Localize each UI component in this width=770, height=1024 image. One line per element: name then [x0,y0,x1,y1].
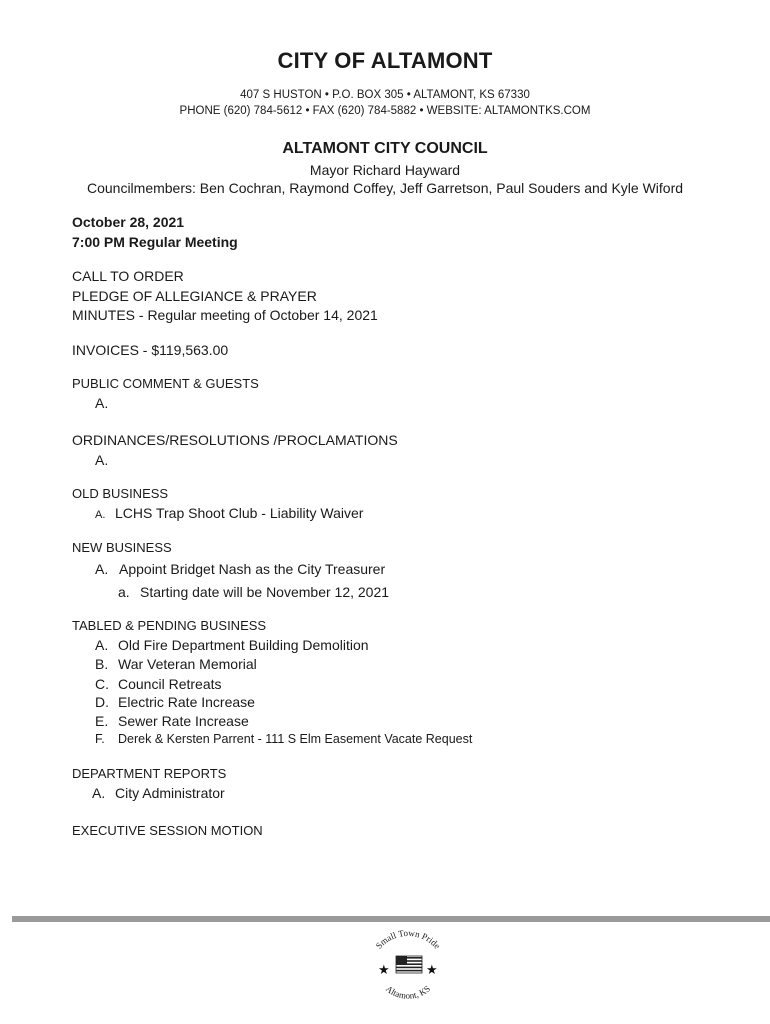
star-icon: ★ [426,962,438,977]
agenda-pledge: PLEDGE OF ALLEGIANCE & PRAYER [72,288,317,304]
council-name: ALTAMONT CITY COUNCIL [282,140,488,157]
meeting-date: October 28, 2021 [72,214,185,230]
item-text: Appoint Bridget Nash as the City Treasurer [119,561,386,577]
old-business-item [95,505,363,521]
executive-session: EXECUTIVE SESSION MOTION [72,823,263,838]
small-town-pride-seal [360,928,456,1008]
tabled-item [95,694,255,710]
ordinances-heading: ORDINANCES/RESOLUTIONS /PROCLAMATIONS [72,432,398,448]
tabled-heading: TABLED & PENDING BUSINESS [72,618,267,633]
item-label: E. [95,713,109,729]
item-label: B. [95,656,109,672]
tabled-item [95,637,369,653]
city-title: CITY OF ALTAMONT [277,48,493,73]
item-label: F. [95,732,105,746]
item-label: A. [95,637,109,653]
flag-icon [396,956,422,973]
department-reports-heading: DEPARTMENT REPORTS [72,766,227,781]
item-text: Electric Rate Increase [118,694,255,710]
mayor-line: Mayor Richard Hayward [309,162,461,178]
item-label: A. [92,785,106,801]
star-icon: ★ [378,962,390,977]
public-comment-item [95,395,115,411]
seal-bottom-text: Altamont, KS [383,983,433,1001]
item-label: C. [95,676,109,692]
item-text: Sewer Rate Increase [118,713,249,729]
item-text: War Veteran Memorial [118,656,257,672]
ordinances-item [95,452,115,468]
item-text: City Administrator [115,785,225,801]
item-text: Council Retreats [118,676,222,692]
tabled-item [95,656,257,672]
old-business-heading: OLD BUSINESS [72,486,169,501]
subitem-label: a. [118,584,130,600]
item-text: Derek & Kersten Parrent - 111 S Elm Easement Vacate Request [118,732,473,746]
councilmembers-line: Councilmembers: Ben Cochran, Raymond Coffey, Jeff Garretson, Paul Souders and Kyle Wiford [86,180,684,196]
item-label: A. [95,561,109,577]
subitem-text: Starting date will be November 12, 2021 [140,584,390,600]
item-label: A. [95,509,106,521]
footer-divider [12,916,770,922]
city-contact: PHONE (620) 784-5612 • FAX (620) 784-5882 • WEBSITE: ALTAMONTKS.COM [179,105,591,117]
seal-top-text: Small Town Pride [373,928,443,951]
city-address: 407 S HUSTON • P.O. BOX 305 • ALTAMONT, KS 67330 [240,89,530,101]
item-label: A. [95,452,109,468]
item-label: A. [95,395,109,411]
agenda-minutes: MINUTES - Regular meeting of October 14, 2021 [72,307,378,323]
tabled-item [95,713,249,729]
agenda-call-to-order: CALL TO ORDER [72,268,184,284]
tabled-item [95,732,472,746]
item-label: D. [95,694,109,710]
new-business-item [95,561,385,577]
tabled-item [95,676,222,692]
new-business-subitem [118,584,389,600]
new-business-heading: NEW BUSINESS [72,540,172,555]
meeting-type: 7:00 PM Regular Meeting [72,234,238,250]
agenda-invoices: INVOICES - $119,563.00 [72,342,229,358]
public-comment-heading: PUBLIC COMMENT & GUESTS [72,376,259,391]
item-text: LCHS Trap Shoot Club - Liability Waiver [115,505,364,521]
item-text: Old Fire Department Building Demolition [118,637,369,653]
department-reports-item [92,785,225,801]
